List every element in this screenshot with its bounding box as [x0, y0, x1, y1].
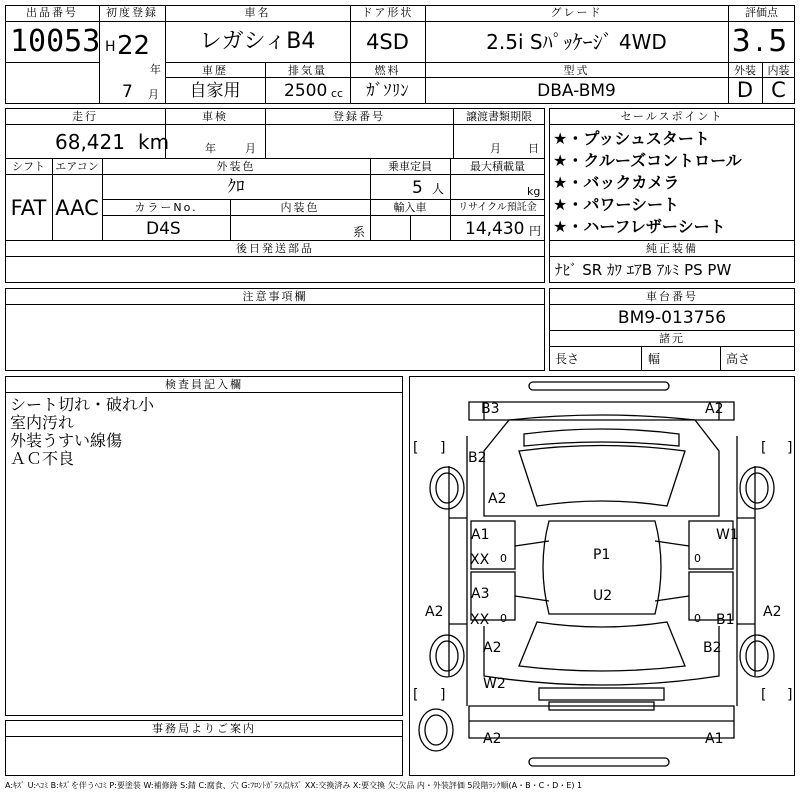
window-zero: 0 [500, 552, 507, 565]
damage-mark: A2 [483, 640, 502, 656]
bracket-close: ] [440, 440, 446, 456]
exterior-grade-label: 外装 [734, 64, 756, 77]
shift: FAT [10, 196, 47, 220]
capacity-label: 乗車定員 [388, 160, 432, 173]
interior-grade: C [771, 78, 786, 102]
damage-mark: U2 [593, 588, 613, 604]
car-damage-diagram [409, 376, 795, 776]
reg-month: 7 [122, 82, 133, 102]
color-no-label: カラーNo. [134, 201, 198, 214]
reg-no-label: 登録番号 [333, 110, 385, 123]
import-label: 輸入車 [393, 201, 427, 214]
shift-label: シフト [12, 160, 45, 173]
car-name: レガシィB4 [199, 29, 316, 54]
notes-label: 注意事項欄 [242, 290, 308, 303]
equipment-list: ﾅﾋﾞ SR ｶﾜ ｴｱB ｱﾙﾐ PS PW [555, 261, 732, 279]
sales-point-item: ★・ハーフレザーシート [553, 217, 726, 236]
inspector-note: ＡＣ不良 [10, 449, 75, 468]
lot-no-label: 出品番号 [26, 6, 78, 19]
mileage: 68,421 [55, 130, 125, 154]
ext-color-label: 外装色 [216, 160, 256, 173]
damage-mark: A2 [763, 604, 782, 620]
window-zero: 0 [694, 552, 701, 565]
damage-mark: XX [470, 552, 490, 568]
inspection-year-unit: 年 [205, 142, 216, 155]
damage-mark: B1 [716, 612, 735, 628]
color-no: D4S [146, 219, 181, 239]
legend: A:ｷｽﾞ U:ﾍｺﾐ B:ｷｽﾞを伴うﾍｺﾐ P:要塗装 W:補修跡 S:錆 C:腐食、穴 G:ﾌﾛﾝﾄｶﾞﾗｽ点ｷｽﾞ XX:交換済み X:要交換 欠:欠品 内・外装評価 5段階ﾗﾝｸ順(A・B・C・D・E) 1 [5, 781, 583, 790]
inspector-note: 室内汚れ [10, 413, 75, 432]
damage-mark: W2 [483, 676, 506, 692]
recycle-label: リサイクル預託金 [458, 202, 537, 213]
inspector-note: シート切れ・破れ小 [10, 395, 155, 414]
first-reg-label: 初度登録 [106, 6, 158, 19]
sales-point-item: ★・バックカメラ [553, 173, 680, 192]
transfer-month-unit: 月 [490, 142, 501, 155]
width-label: 幅 [648, 352, 661, 366]
door-type: 4SD [366, 30, 409, 54]
office-label: 事務局よりご案内 [152, 722, 256, 735]
sales-point-item: ★・パワーシート [553, 195, 680, 214]
bracket-open: [ [761, 440, 767, 456]
interior-grade-label: 内装 [767, 64, 790, 77]
bracket-close: ] [787, 440, 793, 456]
sales-points-label: セールスポイント [620, 110, 724, 123]
recycle-fee: 14,430 [465, 219, 525, 239]
ext-color: ｸﾛ [227, 177, 245, 197]
exterior-grade: D [736, 78, 754, 102]
bracket-close: ] [440, 687, 446, 703]
displacement-unit: cc [331, 87, 344, 100]
transfer-label: 譲渡書類期限 [466, 110, 532, 123]
damage-mark: A3 [471, 586, 490, 602]
damage-mark: A2 [488, 491, 507, 507]
equipment-label: 純正装備 [646, 242, 698, 255]
mileage-label: 走行 [72, 110, 98, 123]
year-unit: 年 [150, 63, 161, 76]
window-zero: 0 [500, 612, 507, 625]
history-label: 車歴 [202, 64, 228, 77]
transfer-day-unit: 日 [528, 142, 539, 155]
damage-mark: B3 [481, 401, 500, 417]
window-zero: 0 [694, 612, 701, 625]
damage-mark: A2 [425, 604, 444, 620]
bracket-open: [ [413, 440, 419, 456]
later-parts-label: 後日発送部品 [236, 242, 314, 255]
damage-mark: P1 [593, 547, 611, 563]
aircon: AAC [55, 196, 99, 220]
grade-label: グレード [550, 6, 603, 19]
model-code: DBA-BM9 [537, 81, 616, 101]
dims-label: 諸元 [659, 332, 685, 345]
damage-mark: XX [470, 612, 490, 628]
max-load-label: 最大積載量 [470, 160, 525, 173]
door-label: ドア形状 [361, 6, 414, 19]
inspection-label: 車検 [202, 110, 228, 123]
displacement-label: 排気量 [288, 64, 327, 77]
bracket-open: [ [413, 687, 419, 703]
mileage-unit: km [138, 130, 170, 154]
damage-mark: A1 [471, 527, 490, 543]
damage-mark: A2 [483, 731, 502, 747]
displacement: 2500 [284, 81, 328, 101]
damage-mark: B2 [703, 640, 722, 656]
model-label: 型式 [563, 64, 590, 77]
damage-mark: A1 [705, 731, 724, 747]
month-unit: 月 [148, 88, 159, 101]
int-color-label: 内装色 [280, 201, 320, 214]
bracket-open: [ [761, 687, 767, 703]
score-label: 評価点 [745, 6, 778, 19]
reg-year: 22 [117, 31, 151, 61]
fuel: ｶﾞｿﾘﾝ [366, 81, 409, 101]
history: 自家用 [189, 81, 241, 101]
capacity: 5 [412, 178, 423, 198]
grade: 2.5i Sﾊﾟｯｹｰｼﾞ 4WD [486, 30, 667, 54]
score: 3.5 [731, 24, 792, 59]
length-label: 長さ [555, 352, 580, 366]
lot-no: 10053 [10, 24, 101, 59]
capacity-unit: 人 [432, 182, 445, 196]
car-name-label: 車名 [244, 6, 271, 19]
damage-mark: B2 [468, 450, 487, 466]
aircon-label: エアコン [55, 160, 99, 173]
inspector-note: 外装うすい線傷 [10, 431, 123, 450]
era: H [105, 39, 116, 55]
chassis-number: BM9-013756 [617, 308, 727, 328]
height-label: 高さ [726, 352, 751, 366]
damage-mark: W1 [716, 527, 739, 543]
int-color-suffix: 系 [353, 225, 366, 239]
sales-point-item: ★・クルーズコントロール [553, 151, 742, 170]
bracket-close: ] [787, 687, 793, 703]
chassis-label: 車台番号 [646, 290, 698, 303]
recycle-unit: 円 [529, 224, 542, 238]
fuel-label: 燃料 [374, 64, 401, 77]
max-load-unit: kg [527, 185, 541, 198]
inspector-label: 検査員記入欄 [165, 378, 243, 391]
inspection-month-unit: 月 [245, 142, 256, 155]
sales-point-item: ★・プッシュスタート [553, 129, 710, 148]
damage-mark: A2 [705, 401, 724, 417]
